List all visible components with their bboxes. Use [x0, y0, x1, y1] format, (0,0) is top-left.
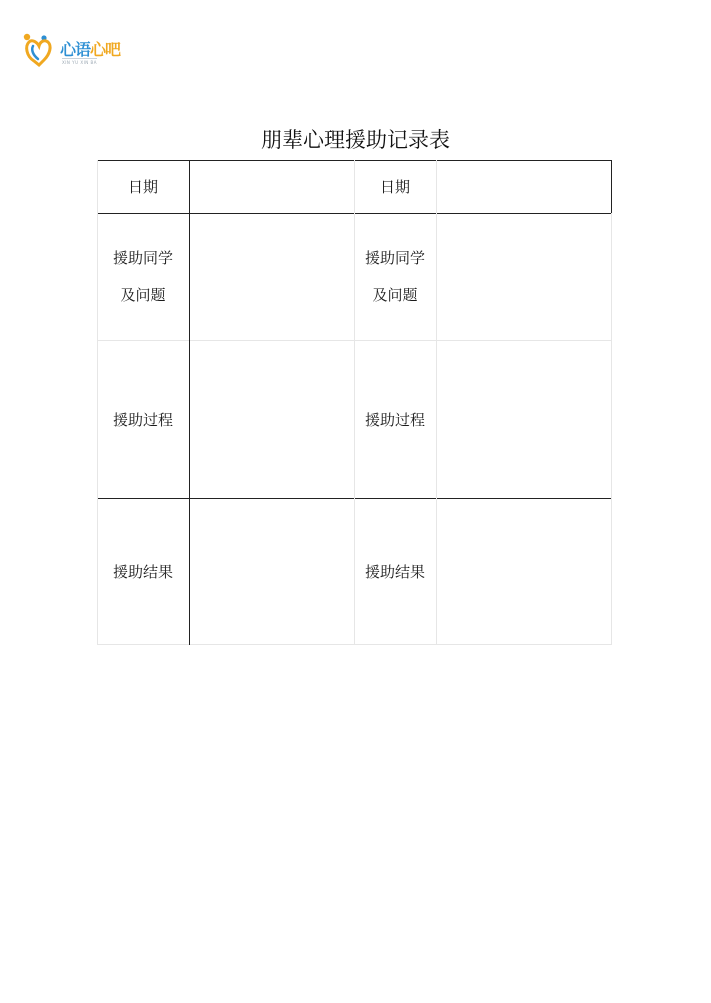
problem-label-left: [97, 214, 189, 340]
logo-name-part1: 心语: [60, 40, 91, 59]
page-title: 朋辈心理援助记录表: [261, 128, 450, 152]
process-value-right[interactable]: [437, 341, 611, 498]
problem-label-left-line2: 及问题: [120, 286, 166, 304]
result-label-right: 援助结果: [364, 563, 425, 581]
logo-subtitle: XIN YU XIN BA: [62, 60, 97, 65]
date-label-right: 日期: [379, 178, 410, 196]
date-value-left[interactable]: [190, 161, 353, 213]
logo-name-part2: 心吧: [90, 40, 121, 59]
date-label-left: 日期: [127, 178, 158, 196]
brand-logo: [22, 32, 132, 72]
problem-label-right-line1: 援助同学: [364, 249, 425, 267]
problem-value-left[interactable]: [190, 214, 353, 340]
result-label-left: 援助结果: [112, 563, 173, 581]
problem-label-right-line2: 及问题: [372, 286, 418, 304]
date-value-right[interactable]: [437, 161, 611, 213]
problem-label-right: [354, 214, 436, 340]
record-table: [97, 160, 612, 645]
process-label-left: 援助过程: [112, 411, 173, 429]
heart-logo-icon: [22, 32, 58, 72]
logo-name: [60, 37, 120, 60]
table-border-right: [611, 213, 612, 645]
result-value-right[interactable]: [437, 499, 611, 644]
result-value-left[interactable]: [190, 499, 353, 644]
problem-value-right[interactable]: [437, 214, 611, 340]
process-label-right: 援助过程: [364, 411, 425, 429]
table-border-right: [611, 160, 612, 213]
process-value-left[interactable]: [190, 341, 353, 498]
problem-label-left-line1: 援助同学: [112, 249, 173, 267]
